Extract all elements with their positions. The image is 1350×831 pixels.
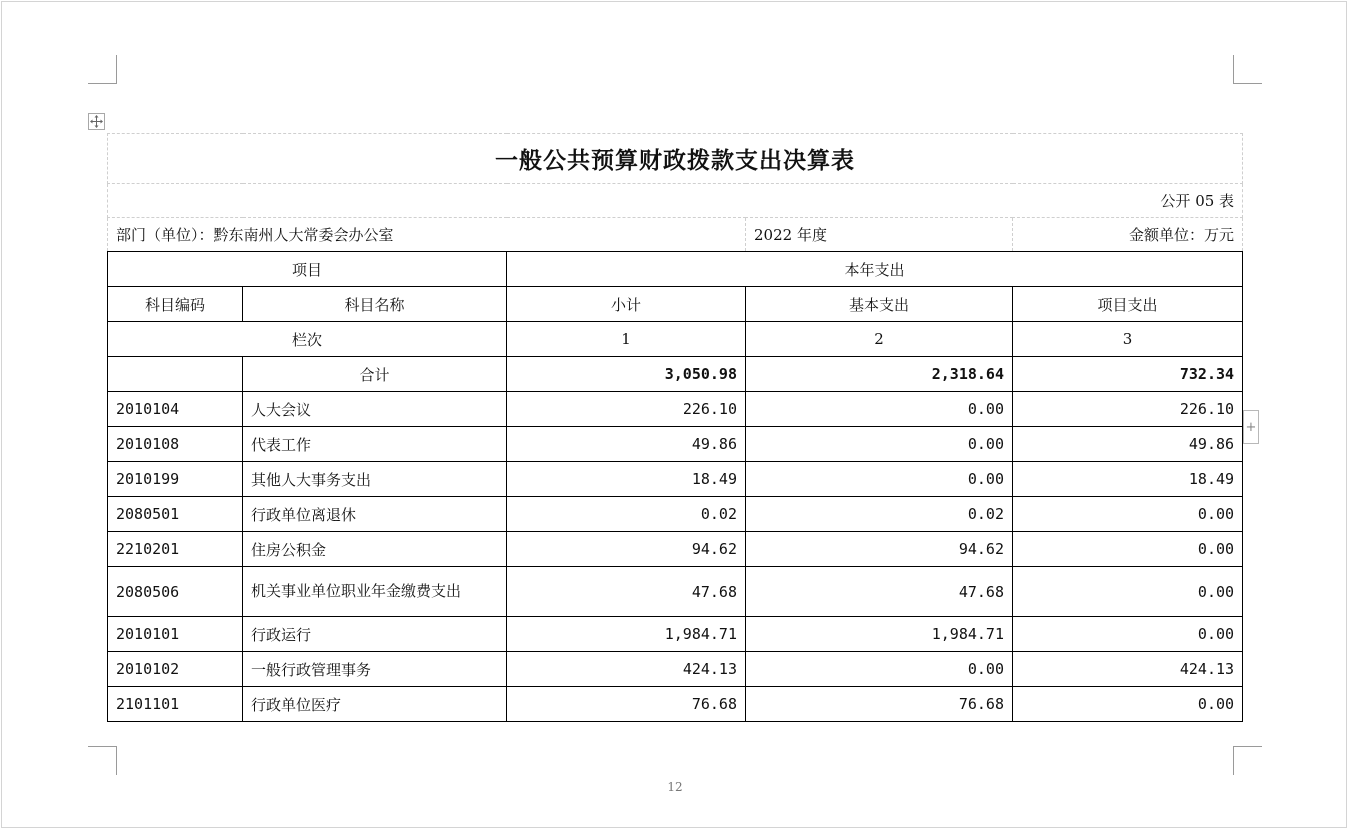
row-name: 其他人大事务支出 — [243, 462, 507, 497]
row-subtotal: 424.13 — [507, 652, 746, 687]
row-name: 代表工作 — [243, 427, 507, 462]
budget-table — [107, 133, 1243, 722]
row-basic: 0.00 — [746, 462, 1013, 497]
row-subtotal: 18.49 — [507, 462, 746, 497]
table-row — [108, 567, 1243, 617]
margin-corner-bottom-left — [88, 746, 117, 775]
row-project: 49.86 — [1013, 427, 1243, 462]
row-name: 行政运行 — [243, 617, 507, 652]
table-row — [108, 497, 1243, 532]
table-row — [108, 687, 1243, 722]
row-basic: 0.00 — [746, 652, 1013, 687]
row-code: 2010101 — [108, 617, 243, 652]
total-label: 合计 — [243, 357, 507, 392]
row-basic: 94.62 — [746, 532, 1013, 567]
row-name: 机关事业单位职业年金缴费支出 — [243, 567, 507, 617]
column-order-label: 栏次 — [108, 322, 507, 357]
table-row — [108, 427, 1243, 462]
row-basic: 47.68 — [746, 567, 1013, 617]
row-code: 2080506 — [108, 567, 243, 617]
plus-icon: + — [1245, 419, 1257, 435]
header-basic: 基本支出 — [746, 287, 1013, 322]
row-code: 2210201 — [108, 532, 243, 567]
column-index-3: 3 — [1013, 322, 1243, 357]
header-project: 项目 — [108, 252, 507, 287]
header-current-year-expense: 本年支出 — [507, 252, 1243, 287]
table-move-handle[interactable] — [88, 113, 105, 130]
row-project: 0.00 — [1013, 687, 1243, 722]
table-row — [108, 532, 1243, 567]
table-row — [108, 617, 1243, 652]
row-project: 226.10 — [1013, 392, 1243, 427]
table-row — [108, 392, 1243, 427]
row-basic: 76.68 — [746, 687, 1013, 722]
row-code: 2101101 — [108, 687, 243, 722]
row-project: 0.00 — [1013, 567, 1243, 617]
column-index-2: 2 — [746, 322, 1013, 357]
table-row — [108, 462, 1243, 497]
amount-unit: 金额单位：万元 — [1013, 218, 1243, 252]
row-subtotal: 1,984.71 — [507, 617, 746, 652]
total-basic: 2,318.64 — [746, 357, 1013, 392]
row-code: 2010104 — [108, 392, 243, 427]
row-project: 0.00 — [1013, 617, 1243, 652]
row-project: 0.00 — [1013, 532, 1243, 567]
margin-corner-top-left — [88, 55, 117, 84]
margin-corner-bottom-right — [1233, 746, 1262, 775]
row-subtotal: 76.68 — [507, 687, 746, 722]
form-number: 公开 05 表 — [108, 184, 1243, 218]
row-code: 2080501 — [108, 497, 243, 532]
row-name: 行政单位医疗 — [243, 687, 507, 722]
row-basic: 1,984.71 — [746, 617, 1013, 652]
total-row — [108, 357, 1243, 392]
row-basic: 0.00 — [746, 427, 1013, 462]
row-code: 2010108 — [108, 427, 243, 462]
page-number: 12 — [667, 780, 683, 794]
row-name: 人大会议 — [243, 392, 507, 427]
row-subtotal: 49.86 — [507, 427, 746, 462]
row-name: 住房公积金 — [243, 532, 507, 567]
row-basic: 0.00 — [746, 392, 1013, 427]
row-code: 2010102 — [108, 652, 243, 687]
row-project: 18.49 — [1013, 462, 1243, 497]
add-row-handle[interactable] — [1243, 410, 1259, 444]
total-project: 732.34 — [1013, 357, 1243, 392]
row-name: 一般行政管理事务 — [243, 652, 507, 687]
row-subtotal: 94.62 — [507, 532, 746, 567]
header-code: 科目编码 — [108, 287, 243, 322]
header-name: 科目名称 — [243, 287, 507, 322]
row-subtotal: 226.10 — [507, 392, 746, 427]
row-basic: 0.02 — [746, 497, 1013, 532]
document-title: 一般公共预算财政拨款支出决算表 — [108, 134, 1243, 184]
column-index-1: 1 — [507, 322, 746, 357]
header-subtotal: 小计 — [507, 287, 746, 322]
table-row — [108, 652, 1243, 687]
row-project: 0.00 — [1013, 497, 1243, 532]
margin-corner-top-right — [1233, 55, 1262, 84]
row-subtotal: 47.68 — [507, 567, 746, 617]
move-arrows-icon — [90, 115, 103, 128]
total-code-cell — [108, 357, 243, 392]
department-label: 部门（单位）：黔东南州人大常委会办公室 — [108, 218, 746, 252]
fiscal-year: 2022 年度 — [746, 218, 1013, 252]
row-project: 424.13 — [1013, 652, 1243, 687]
row-subtotal: 0.02 — [507, 497, 746, 532]
row-code: 2010199 — [108, 462, 243, 497]
header-project-expense: 项目支出 — [1013, 287, 1243, 322]
total-subtotal: 3,050.98 — [507, 357, 746, 392]
row-name: 行政单位离退休 — [243, 497, 507, 532]
